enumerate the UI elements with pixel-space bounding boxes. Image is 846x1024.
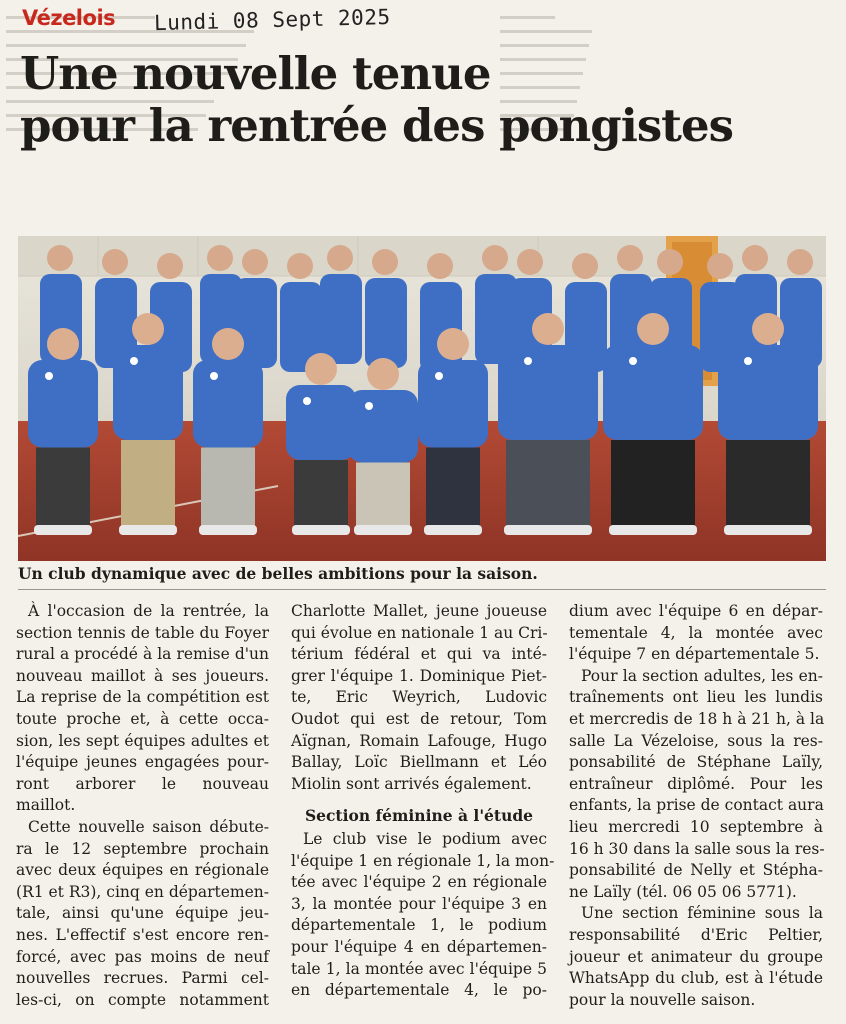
handwritten-date: Lundi 08 Sept 2025 [153, 4, 391, 36]
text-line: sion, les sept équipes adultes et [16, 731, 269, 750]
team-photo-image [18, 236, 826, 561]
text-line: ponsabilité de Nelly et Stépha- [569, 861, 823, 880]
text-line: tée avec l'équipe 2 en régionale [291, 873, 547, 892]
text-line: qui évolue en nationale 1 au Cri- [291, 623, 548, 642]
text-line: grer l'équipe 1. Dominique Piet- [291, 666, 547, 685]
section-label: Vézelois [22, 6, 116, 30]
text-line: en départementale 4, le po- [291, 981, 547, 1000]
caption-divider [18, 589, 826, 590]
text-line: nes. L'effectif s'est encore ren- [16, 925, 269, 944]
text-line: tale, ainsi qu'une équipe jeu- [16, 904, 269, 923]
team-photo [18, 236, 826, 561]
text-line: et mercredis de 18 h à 21 h, à la [569, 709, 825, 728]
text-line: maillot. [16, 796, 76, 815]
team-member [603, 313, 703, 535]
subheading: Section féminine à l'étude [304, 806, 534, 826]
text-line: (R1 et R3), cinq en départemen- [16, 882, 269, 901]
text-line: l'équipe 1 en régionale 1, la mon- [291, 851, 555, 870]
text-line: À l'occasion de la rentrée, la [28, 602, 269, 620]
team-member [498, 313, 598, 535]
text-line: section tennis de table du Foyer [16, 623, 269, 642]
text-line: l'équipe jeunes engagées pour- [16, 753, 269, 772]
text-line: ra le 12 septembre prochain [16, 839, 269, 858]
text-line: rural a procédé à la remise d'un [16, 645, 269, 664]
text-line: joueur et animateur du groupe [569, 947, 823, 966]
text-line: Ballay, Loïc Biellmann et Léo [291, 753, 547, 772]
headline [20, 48, 780, 152]
text-line: Cette nouvelle saison débute- [28, 817, 269, 836]
team-member [718, 313, 818, 535]
text-line: entraîneur diplômé. Pour les [569, 774, 823, 793]
text-line: La reprise de la compétition est [16, 688, 269, 707]
text-line: 16 h 30 dans la salle sous la res- [569, 839, 825, 858]
text-line: l'équipe 7 en départementale 5. [569, 645, 820, 664]
article-column-3 [569, 601, 823, 1011]
article-column-2 [291, 601, 555, 1002]
headline-line-1: Une nouvelle tenue [20, 47, 491, 100]
text-line: avec deux équipes en régionale [16, 861, 269, 880]
text-line: Une section féminine sous la [581, 904, 823, 923]
text-line: tale 1, la montée avec l'équipe 5 [291, 959, 547, 978]
text-line: ront arborer le nouveau [16, 774, 269, 793]
article-column-1 [16, 601, 269, 1011]
text-line: les-ci, on compte notamment [16, 990, 269, 1009]
team-member [113, 313, 183, 535]
text-line: responsabilité d'Eric Peltier, [569, 925, 823, 944]
text-line: traînements ont lieu les lundis [569, 688, 823, 707]
text-line: dium avec l'équipe 6 en dépar- [569, 602, 823, 620]
text-line: nouveau maillot à ses joueurs. [16, 666, 269, 685]
text-line: WhatsApp du club, est à l'étude [569, 969, 823, 988]
text-line: pour la nouvelle saison. [569, 990, 756, 1009]
text-line: lieu mercredi 10 septembre à [569, 817, 823, 836]
text-line: ponsabilité de Stéphane Laïly, [569, 753, 823, 772]
text-line: forcé, avec pas moins de neuf [16, 947, 269, 966]
text-line: térium fédéral et qui va inté- [291, 645, 547, 664]
text-line: enfants, la prise de contact aura [569, 796, 824, 815]
text-line: Le club vise le podium avec [303, 829, 547, 848]
photo-caption: Un club dynamique avec de belles ambitions pour la saison. [18, 564, 538, 583]
text-line: nouvelles recrues. Parmi cel- [16, 969, 269, 988]
text-line: Oudot qui est de retour, Tom [291, 709, 547, 728]
text-line: pour l'équipe 4 en départemen- [291, 937, 547, 956]
text-line: toute proche et, à cette occa- [16, 709, 269, 728]
text-line: 3, la montée pour l'équipe 3 en [291, 894, 547, 913]
text-line: Aïgnan, Romain Lafouge, Hugo [291, 731, 547, 750]
text-line: salle La Vézeloise, sous la res- [569, 731, 823, 750]
bleed-line [500, 44, 589, 47]
bleed-line [500, 16, 555, 19]
bleed-line [500, 30, 592, 33]
text-line: Pour la section adultes, les en- [581, 666, 823, 685]
text-line: départementale 1, le podium [291, 916, 547, 935]
text-line: tementale 4, la montée avec [569, 623, 823, 642]
text-line: te, Eric Weyrich, Ludovic [291, 688, 547, 707]
headline-line-2: pour la rentrée des pongistes [20, 99, 733, 152]
text-line: Miolin sont arrivés également. [291, 774, 532, 793]
text-line: ne Laïly (tél. 06 05 06 5771). [569, 882, 797, 901]
text-line: Charlotte Mallet, jeune joueuse [291, 602, 547, 620]
